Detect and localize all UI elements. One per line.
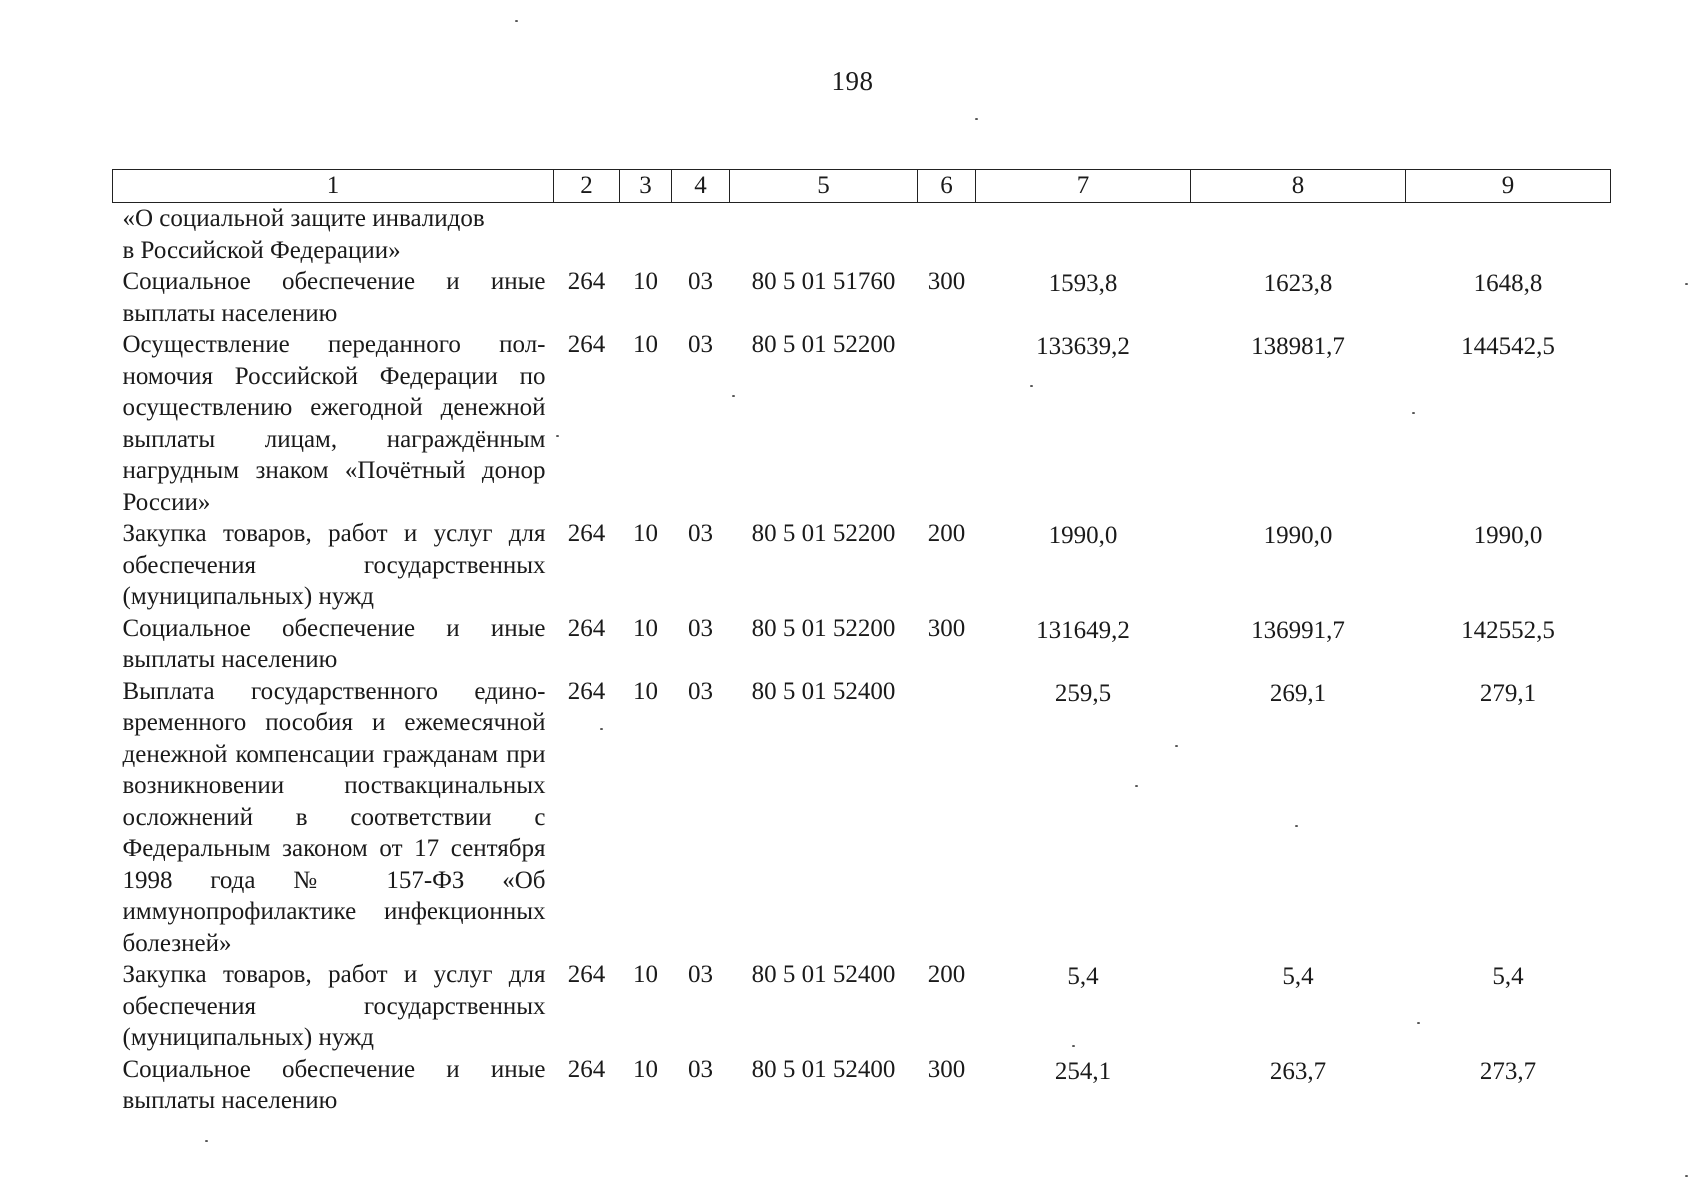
scan-speck <box>1412 412 1415 414</box>
row-target-code: 80 5 01 52400 <box>751 961 896 988</box>
table-row <box>113 518 1611 613</box>
row-expense-type <box>918 203 976 267</box>
scan-speck <box>1685 283 1688 285</box>
row-target-code: 80 5 01 52200 <box>751 614 896 642</box>
row-amount-year1: 254,1 <box>1054 1057 1112 1085</box>
table-row <box>113 613 1611 676</box>
row-name: Закупка товаров, работ и услуг для обеспечения государственных (муниципальных) нужд <box>122 961 546 1051</box>
row-amount-year3: 5,4 <box>1492 963 1524 990</box>
row-amount-year1: 1593,8 <box>1048 270 1118 297</box>
row-admin-code: 264 <box>567 268 606 295</box>
table-header <box>113 170 1611 203</box>
table-row <box>113 676 1611 960</box>
row-name: Выплата государственного единовременного пособия и ежемесячной денежной компенсации гражданам при возникновении поствакцинальных осложнений в соответствии с Федеральным законом от 17 сентября 1998 года № 157-ФЗ «Об иммунопрофилактике инфекционных болезней» <box>122 677 546 957</box>
row-subsection-code: 03 <box>688 614 713 642</box>
scan-speck <box>1072 1045 1075 1047</box>
row-section-code: 10 <box>633 961 658 988</box>
row-subsection-code: 03 <box>688 268 713 295</box>
row-amount-year2: 5,4 <box>1282 963 1314 990</box>
row-target-code: 80 5 01 52400 <box>751 677 896 705</box>
scan-speck <box>1030 385 1033 387</box>
row-section-code: 10 <box>633 677 658 705</box>
header-col-3: 3 <box>620 170 672 203</box>
scan-speck <box>1135 785 1138 787</box>
row-expense-type: 200 <box>927 961 966 988</box>
table-row <box>113 266 1611 329</box>
row-admin-code: 264 <box>567 961 606 988</box>
row-name: Социальное обеспечение и иные выплаты населению <box>122 1055 546 1114</box>
table-row <box>113 959 1611 1054</box>
row-subsection-code <box>672 203 730 267</box>
row-amount-year2: 138981,7 <box>1251 333 1345 360</box>
row-section-code: 10 <box>633 1055 658 1083</box>
row-amount-year2: 1623,8 <box>1263 270 1333 297</box>
header-row <box>113 170 1611 203</box>
row-admin-code: 264 <box>567 331 606 358</box>
row-expense-type: 300 <box>927 1055 966 1083</box>
row-section-code: 10 <box>633 614 658 642</box>
scan-speck <box>205 1140 208 1142</box>
row-admin-code: 264 <box>567 520 606 547</box>
header-col-5: 5 <box>730 170 918 203</box>
table-row <box>113 329 1611 518</box>
scan-speck <box>1685 1175 1688 1177</box>
row-amount-year3 <box>1406 203 1611 267</box>
row-section-code: 10 <box>633 268 658 295</box>
scan-speck <box>1295 825 1298 827</box>
row-amount-year2: 136991,7 <box>1251 616 1345 644</box>
row-amount-year3: 1990,0 <box>1473 522 1543 549</box>
scan-speck <box>1175 745 1178 747</box>
table-row <box>113 1054 1611 1117</box>
page-number: 198 <box>831 66 874 96</box>
row-amount-year1 <box>976 203 1191 267</box>
row-expense-type <box>918 329 976 518</box>
row-amount-year2: 263,7 <box>1269 1057 1327 1085</box>
row-name: Закупка товаров, работ и услуг для обеспечения государственных (муниципальных) нужд <box>122 520 546 610</box>
header-col-7: 7 <box>976 170 1191 203</box>
header-col-2: 2 <box>554 170 620 203</box>
scan-speck <box>975 118 978 120</box>
row-amount-year1: 259,5 <box>1054 679 1112 707</box>
row-subsection-code: 03 <box>688 520 713 547</box>
row-expense-type: 200 <box>927 520 966 547</box>
row-name: «О социальной защите инвалидов в Российской Федерации» <box>122 205 485 264</box>
scan-speck <box>732 395 735 397</box>
header-col-4: 4 <box>672 170 730 203</box>
row-amount-year1: 1990,0 <box>1048 522 1118 549</box>
row-subsection-code: 03 <box>688 961 713 988</box>
scan-speck <box>556 435 559 437</box>
row-amount-year1: 133639,2 <box>1036 333 1130 360</box>
row-admin-code: 264 <box>567 677 606 705</box>
scan-speck <box>600 728 603 730</box>
row-expense-type: 300 <box>927 614 966 642</box>
row-amount-year3: 144542,5 <box>1461 333 1555 360</box>
header-col-1: 1 <box>113 170 554 203</box>
budget-table <box>112 169 1611 1117</box>
row-amount-year1: 5,4 <box>1067 963 1099 990</box>
row-name: Осуществление переданного полномочия Российской Федерации по осуществлению ежегодной денежной выплаты лицам, награждённым нагрудным знаком «Почётный донор России» <box>122 331 546 516</box>
row-amount-year3: 279,1 <box>1479 679 1537 707</box>
row-expense-type: 300 <box>927 268 966 295</box>
row-admin-code: 264 <box>567 1055 606 1083</box>
row-subsection-code: 03 <box>688 677 713 705</box>
row-amount-year3: 273,7 <box>1479 1057 1537 1085</box>
scan-speck <box>1417 1022 1420 1024</box>
row-amount-year2: 1990,0 <box>1263 522 1333 549</box>
header-col-6: 6 <box>918 170 976 203</box>
header-col-9: 9 <box>1406 170 1611 203</box>
row-target-code <box>730 203 918 267</box>
row-section-code <box>620 203 672 267</box>
row-amount-year2 <box>1191 203 1406 267</box>
row-target-code: 80 5 01 51760 <box>751 268 896 295</box>
row-admin-code <box>554 203 620 267</box>
table-body <box>113 203 1611 1117</box>
row-name: Социальное обеспечение и иные выплаты населению <box>122 614 546 673</box>
row-section-code: 10 <box>633 520 658 547</box>
row-name: Социальное обеспечение и иные выплаты населению <box>122 268 546 327</box>
row-section-code: 10 <box>633 331 658 358</box>
table-row <box>113 203 1611 267</box>
row-subsection-code: 03 <box>688 331 713 358</box>
row-amount-year1: 131649,2 <box>1036 616 1130 644</box>
row-target-code: 80 5 01 52200 <box>751 331 896 358</box>
row-target-code: 80 5 01 52200 <box>751 520 896 547</box>
row-subsection-code: 03 <box>688 1055 713 1083</box>
row-admin-code: 264 <box>567 614 606 642</box>
header-col-8: 8 <box>1191 170 1406 203</box>
scan-speck <box>515 20 518 22</box>
row-target-code: 80 5 01 52400 <box>751 1055 896 1083</box>
row-amount-year3: 1648,8 <box>1473 270 1543 297</box>
row-amount-year2: 269,1 <box>1269 679 1327 707</box>
row-expense-type <box>918 676 976 960</box>
row-amount-year3: 142552,5 <box>1461 616 1555 644</box>
